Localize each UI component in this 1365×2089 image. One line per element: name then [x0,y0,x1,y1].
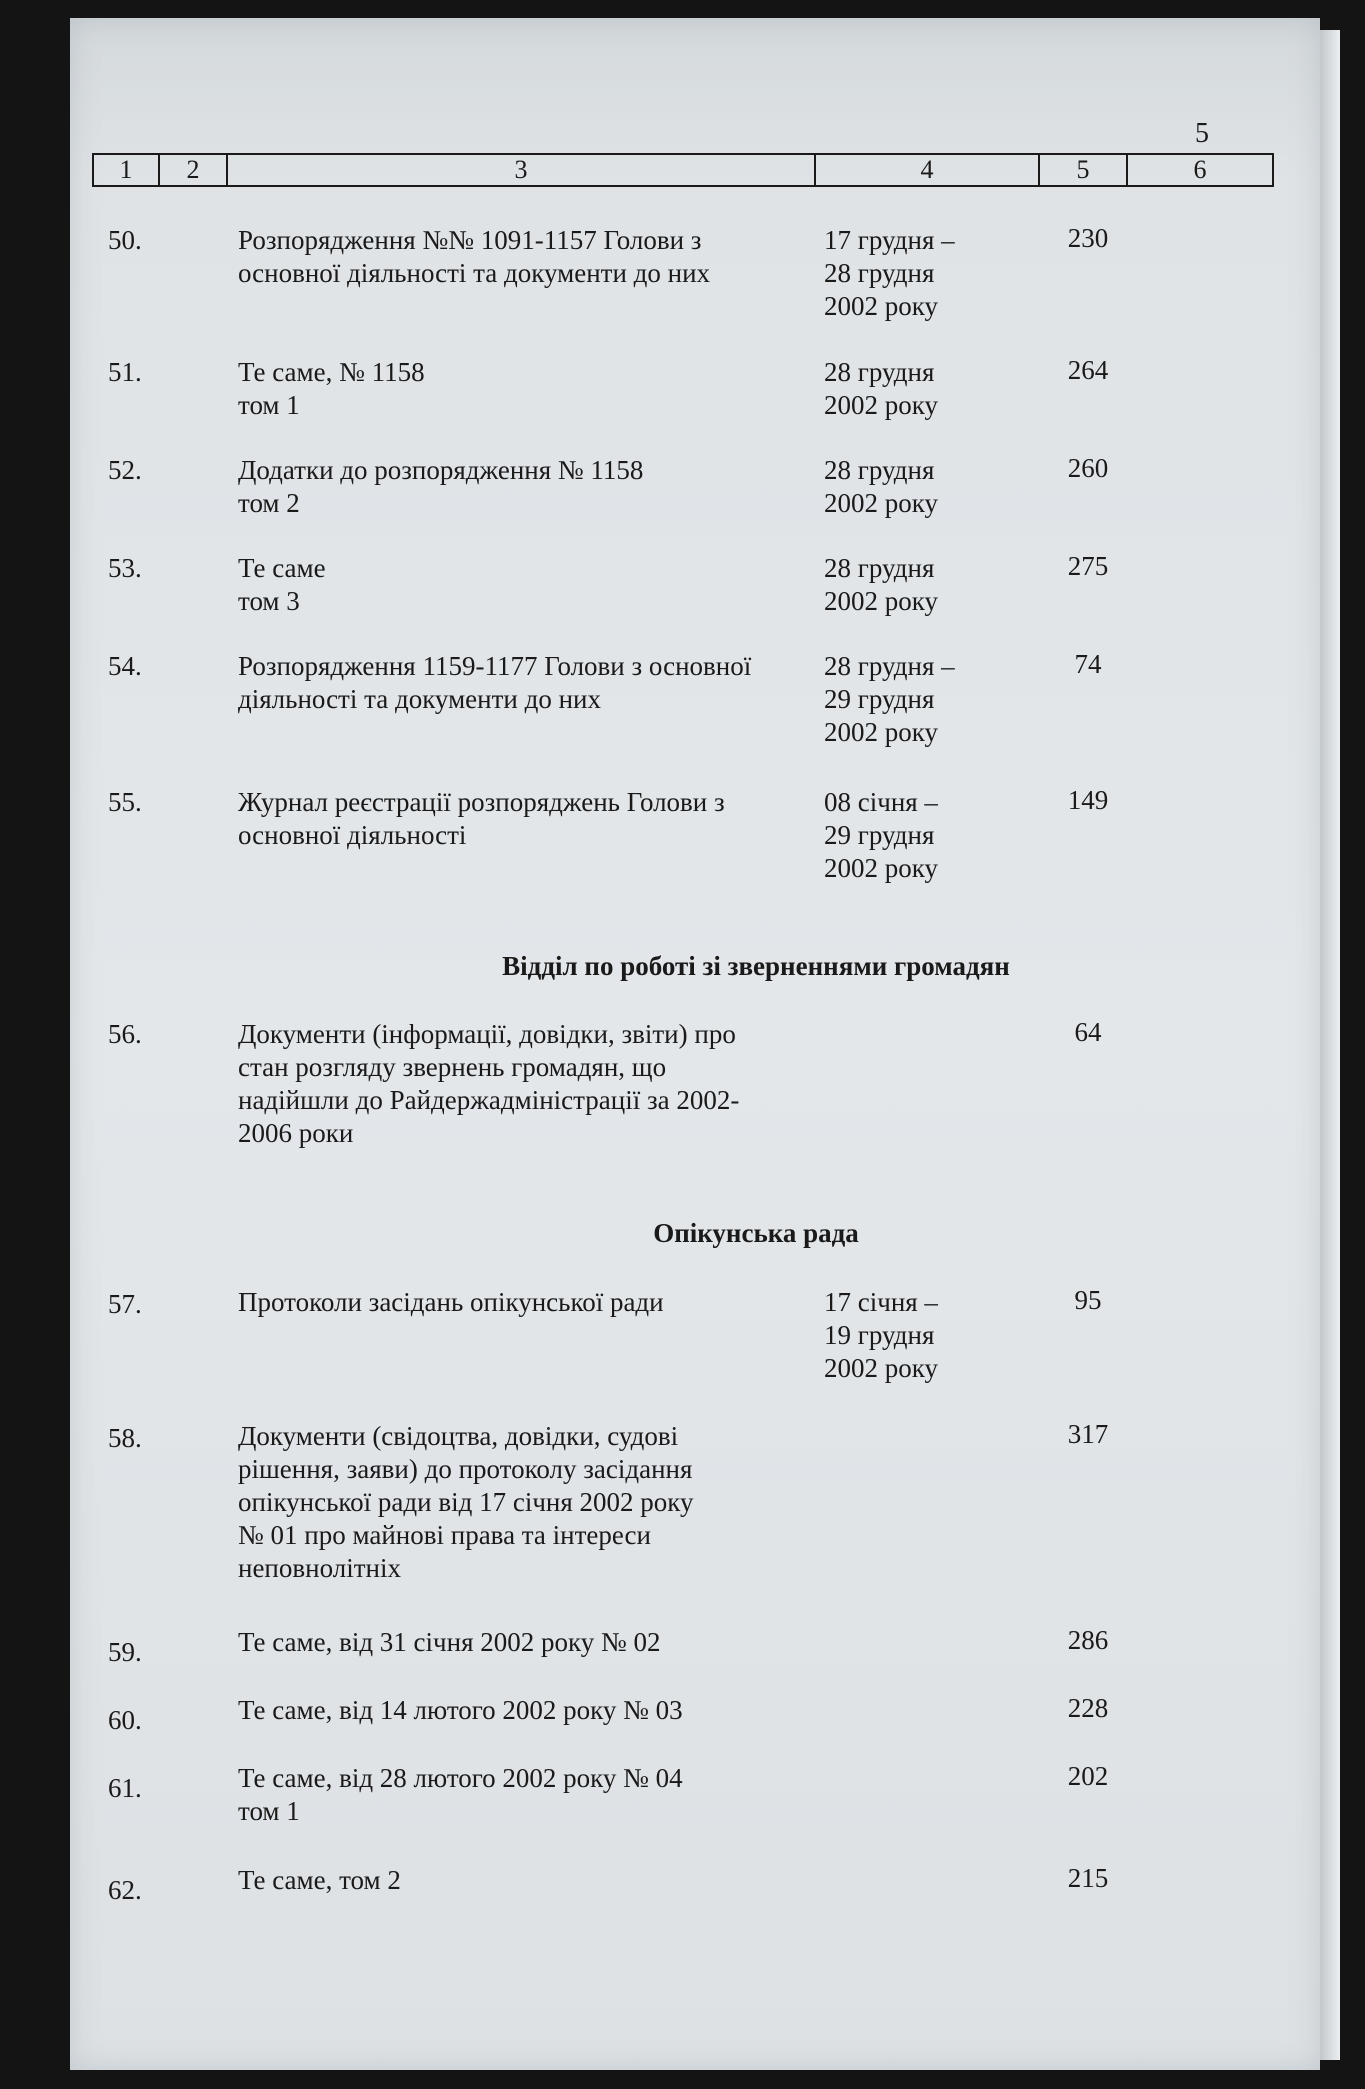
row-count: 228 [1067,1693,1109,1723]
row-title: Те саме, від 14 лютого 2002 року № 03 [238,1695,683,1725]
row-number: 53. [108,553,142,583]
row-title: Те саме, № 1158 том 1 [238,357,425,420]
row-date: 17 грудня – 28 грудня 2002 року [824,225,955,321]
row-number: 56. [108,1019,142,1049]
row-title: Те саме том 3 [238,553,326,616]
row-number: 62. [108,1875,142,1905]
row-count: 74 [1074,649,1102,679]
row-title: Документи (свідоцтва, довідки, судові рішення, заяви) до протоколу засідання опікунської ради від 17 січня 2002 року № 01 про майнові права та інтереси неповнолітніх [238,1421,694,1583]
page-number: 5 [1195,118,1209,149]
row-count: 215 [1067,1863,1109,1893]
row-count: 260 [1067,453,1109,483]
row-number: 57. [108,1289,142,1319]
row-number: 52. [108,455,142,485]
row-number: 59. [108,1637,142,1667]
row-date: 28 грудня – 29 грудня 2002 року [824,651,955,747]
row-count: 64 [1074,1017,1102,1047]
row-title: Додатки до розпорядження № 1158 том 2 [238,455,644,518]
row-title: Документи (інформації, довідки, звіти) про стан розгляду звернень громадян, що надійшли до Райдержадміністрації за 2002- 2006 роки [238,1019,740,1148]
row-title: Розпорядження №№ 1091-1157 Голови з основної діяльності та документи до них [238,225,711,288]
row-number: 51. [108,357,142,387]
paper-edge [1318,30,1340,2060]
row-title: Розпорядження 1159-1177 Голови з основної діяльності та документи до них [238,651,752,714]
section-heading: Відділ по роботі зі зверненнями громадян [502,951,1010,981]
row-count: 286 [1067,1625,1109,1655]
row-number: 61. [108,1773,142,1803]
row-date: 28 грудня 2002 року [824,553,938,616]
row-title: Протоколи засідань опікунської ради [238,1287,664,1317]
column-header-3: 3 [228,155,816,185]
column-header-2: 2 [160,155,228,185]
column-header-5: 5 [1040,155,1128,185]
row-title: Те саме, від 31 січня 2002 року № 02 [238,1627,661,1657]
row-title: Те саме, від 28 лютого 2002 року № 04 том 1 [238,1763,683,1826]
column-header-6: 6 [1193,155,1207,184]
row-date: 28 грудня 2002 року [824,357,938,420]
row-title: Те саме, том 2 [238,1865,401,1895]
column-header-row [92,153,1274,187]
row-count: 317 [1067,1419,1109,1449]
column-header-1: 1 [94,155,160,185]
row-number: 50. [108,225,142,255]
row-number: 60. [108,1705,142,1735]
row-date: 08 січня – 29 грудня 2002 року [824,787,938,883]
row-number: 54. [108,651,142,681]
row-count: 202 [1067,1761,1109,1791]
row-number: 58. [108,1423,142,1453]
row-count: 95 [1074,1285,1102,1315]
row-count: 275 [1067,551,1109,581]
row-title: Журнал реєстрації розпоряджень Голови з основної діяльності [238,787,725,850]
section-heading: Опікунська рада [653,1218,859,1248]
column-header-4: 4 [816,155,1040,185]
row-number: 55. [108,787,142,817]
row-date: 28 грудня 2002 року [824,455,938,518]
row-count: 149 [1067,785,1109,815]
row-count: 230 [1067,223,1109,253]
row-date: 17 січня – 19 грудня 2002 року [824,1287,938,1383]
row-count: 264 [1067,355,1109,385]
